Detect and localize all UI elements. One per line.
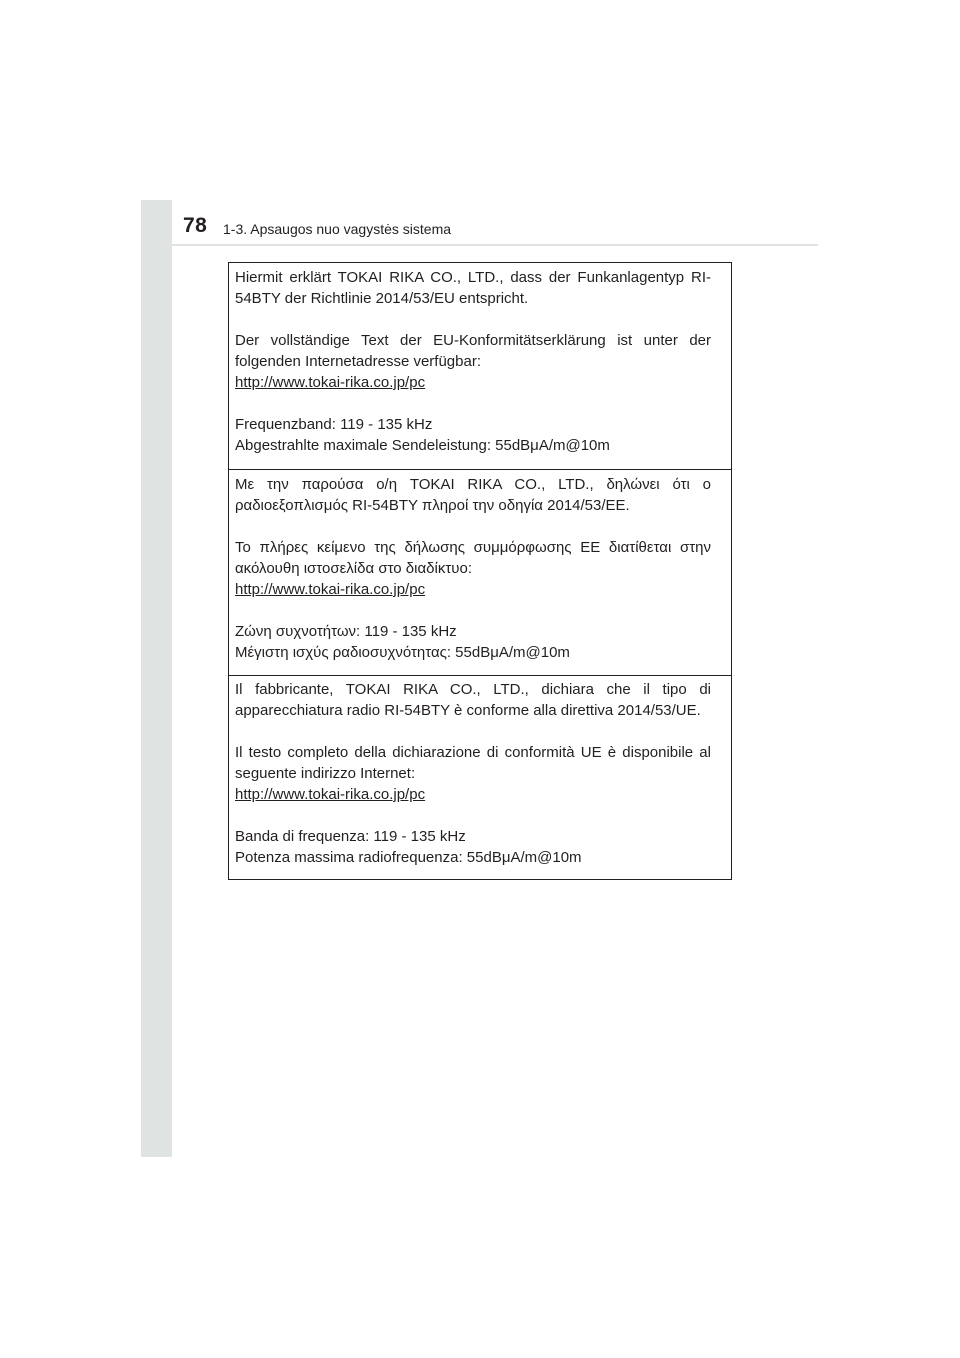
declaration-url-link[interactable]: http://www.tokai-rika.co.jp/pc: [235, 786, 426, 803]
notice-block-italian: [229, 675, 731, 879]
conformity-notice-table: [228, 262, 732, 880]
frequency-band-text: Banda di frequenza: 119 - 135 kHz: [235, 828, 466, 845]
side-band: [141, 200, 172, 1157]
max-power-text: Μέγιστη ισχύς ραδιοσυχνότητας: 55dBμA/m@10m: [235, 644, 570, 661]
header-rule: [172, 244, 818, 246]
availability-text: Το πλήρες κείμενο της δήλωσης συμμόρφωσης ΕΕ διατίθεται στην ακόλουθη ιστοσελίδα στο διαδίκτυο:: [235, 539, 711, 577]
section-title: 1-3. Apsaugos nuo vagystės sistema: [223, 221, 452, 237]
notice-block-german: [229, 263, 731, 469]
declaration-text: Με την παρούσα ο/η TOKAI RIKA CO., LTD., δηλώνει ότι ο ραδιοεξοπλισμός RI-54BTY πληροί την οδηγία 2014/53/ΕΕ.: [235, 476, 711, 514]
frequency-band-text: Frequenzband: 119 - 135 kHz: [235, 416, 433, 433]
availability-text: Il testo completo della dichiarazione di conformità UE è disponibile al seguente indirizzo Internet:: [235, 744, 711, 782]
specs-paragraph: [235, 414, 711, 456]
specs-paragraph: [235, 621, 711, 663]
availability-text: Der vollständige Text der EU-Konformitätserklärung ist unter der folgenden Internetadresse verfügbar:: [235, 332, 711, 370]
declaration-text: Hiermit erklärt TOKAI RIKA CO., LTD., dass der Funkanlagentyp RI-54BTY der Richtlinie 2014/53/EU entspricht.: [235, 269, 711, 307]
frequency-band-text: Ζώνη συχνοτήτων: 119 - 135 kHz: [235, 623, 457, 640]
availability-paragraph: [235, 742, 711, 805]
availability-paragraph: [235, 330, 711, 393]
availability-paragraph: [235, 537, 711, 600]
page-number: 78: [183, 214, 208, 237]
declaration-text: Il fabbricante, TOKAI RIKA CO., LTD., dichiara che il tipo di apparecchiatura radio RI-54BTY è conforme alla direttiva 2014/53/UE.: [235, 681, 711, 719]
declaration-url-link[interactable]: http://www.tokai-rika.co.jp/pc: [235, 374, 426, 391]
notice-block-greek: [229, 469, 731, 675]
max-power-text: Potenza massima radiofrequenza: 55dBμA/m@10m: [235, 849, 582, 866]
specs-paragraph: [235, 826, 711, 868]
max-power-text: Abgestrahlte maximale Sendeleistung: 55dBμA/m@10m: [235, 437, 610, 454]
declaration-url-link[interactable]: http://www.tokai-rika.co.jp/pc: [235, 581, 426, 598]
